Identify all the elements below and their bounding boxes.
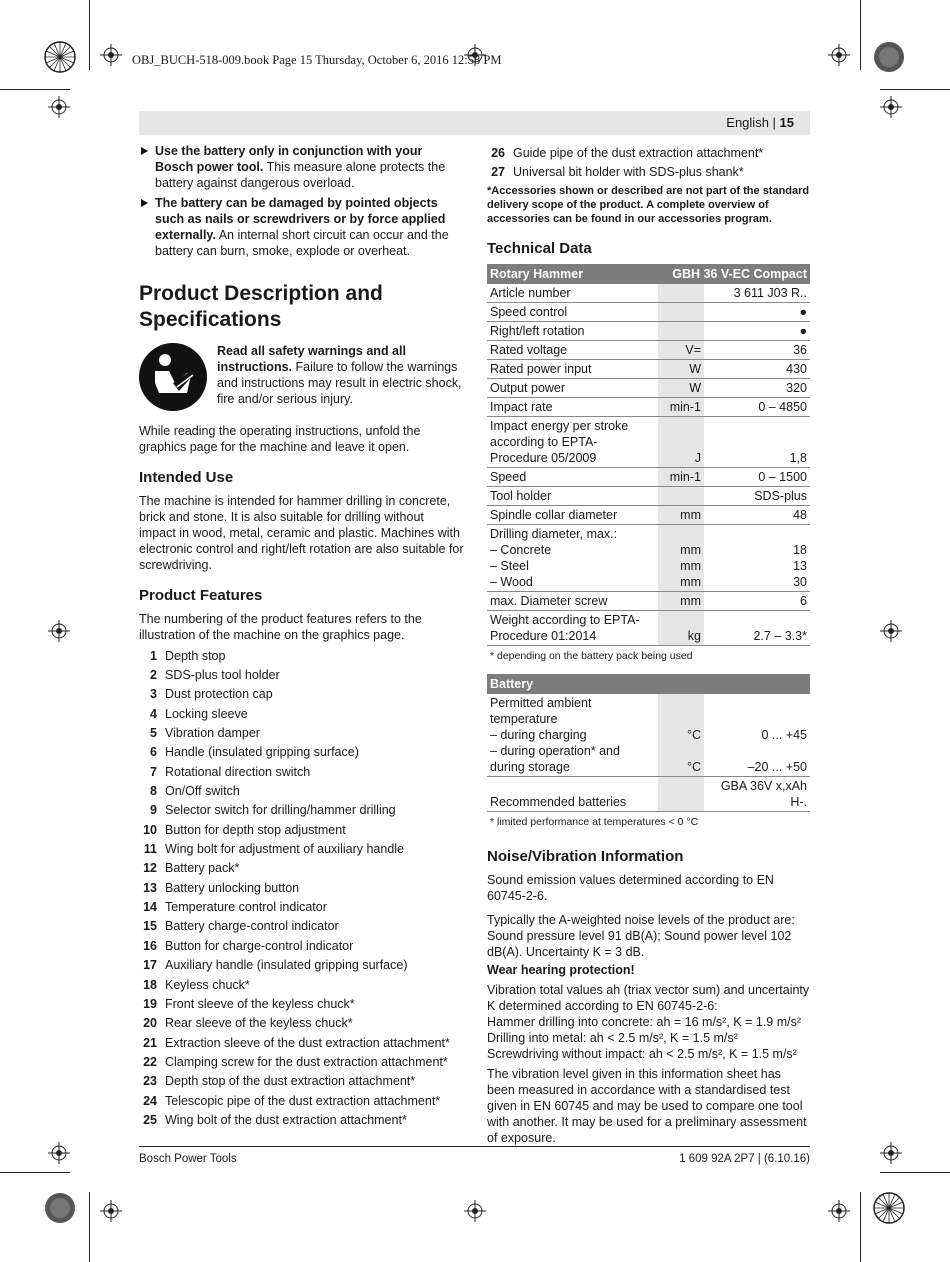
table-row [487,486,810,505]
feature-label: Button for charge-control indicator [165,938,354,953]
safety-bullet [139,195,464,259]
table-cell-label: Recommended batteries [487,776,658,811]
feature-label: Vibration damper [165,726,260,741]
table-cell-value: 320 [704,378,810,397]
table-cell-unit [658,284,704,303]
vibration-line: Screwdriving without impact: ah < 2.5 m/s², K = 1.5 m/s² [487,1046,797,1061]
feature-label: SDS-plus tool holder [165,668,280,683]
crop-mark [860,1192,861,1262]
noise-title: Noise/Vibration Information [487,847,684,865]
table-cell-value: 36 [704,340,810,359]
table-row [487,359,810,378]
feature-label: Selector switch for drilling/hammer drilling [165,803,396,818]
table-cell-value: 6 [704,591,810,610]
table-cell-value: SDS-plus [704,486,810,505]
table-cell-label: Speed control [487,302,658,321]
table-cell-unit: mm [658,591,704,610]
table-cell-unit: mm [658,505,704,524]
noise-p1: Sound emission values determined according to EN 60745-2-6. [487,872,774,903]
feature-number: 26 [491,145,505,160]
feature-item [139,704,464,723]
feature-number: 23 [143,1074,157,1089]
table-cell-unit: J [658,416,704,467]
bullet-triangle-icon [141,147,148,155]
feature-number: 7 [150,764,157,779]
feature-label: Clamping screw for the dust extraction attachment* [165,1054,448,1069]
feature-list [139,646,464,1130]
feature-item [139,1072,464,1091]
vibration-line: Drilling into metal: ah < 2.5 m/s², K = 1.5 m/s² [487,1030,738,1045]
table-cell-value: ● [704,302,810,321]
table-cell-unit [658,486,704,505]
feature-number: 20 [143,1016,157,1031]
table-header-right: GBH 36 V-EC Compact [658,264,810,284]
page-header: English | 15 [726,115,794,130]
crosshair-mark-icon [828,1200,850,1222]
table-row [487,302,810,321]
feature-item [139,781,464,800]
table-cell-value: ● [704,321,810,340]
feature-label: Auxiliary handle (insulated gripping surface) [165,958,408,973]
feature-label: Battery pack* [165,861,240,876]
table-cell-value: 18 13 30 [704,524,810,591]
feature-label: Front sleeve of the keyless chuck* [165,996,355,1011]
feature-item [139,646,464,665]
crosshair-mark-icon [100,44,122,66]
table-cell-label: Permitted ambient temperature – during charging – during operation* and during storage [487,694,658,777]
feature-label: Battery unlocking button [165,880,300,895]
warning-body: Failure to follow the warnings and instructions may result in electric shock, fire and/or serious injury. [217,360,462,406]
intended-use-title: Intended Use [139,469,234,486]
table-row [487,524,810,591]
feature-label: Battery charge-control indicator [165,919,339,934]
feature-label: Wing bolt for adjustment of auxiliary handle [165,842,405,857]
registration-rosette-icon [44,41,76,73]
feature-item [139,917,464,936]
feature-item [139,723,464,742]
feature-number: 16 [143,938,157,953]
feature-number: 22 [143,1054,157,1069]
table-cell-unit: W [658,359,704,378]
language-label: English [726,115,769,130]
table-cell-label: max. Diameter screw [487,591,658,610]
crop-mark [880,89,950,90]
crosshair-mark-icon [464,1200,486,1222]
crop-mark [0,89,70,90]
feature-number: 5 [150,726,157,741]
feature-number: 11 [143,842,157,857]
right-column [487,143,810,1154]
bullet-bold: The battery can be damaged by pointed objects such as nails or screwdrivers or by force applied externally. [155,196,446,242]
table-cell-label: Right/left rotation [487,321,658,340]
table-cell-label: Rated power input [487,359,658,378]
crosshair-mark-icon [48,1142,70,1164]
feature-number: 19 [143,996,157,1011]
warning-text [217,343,464,411]
table-cell-unit: min-1 [658,467,704,486]
table-cell-value: 2.7 – 3.3* [704,610,810,645]
feature-label: Rear sleeve of the keyless chuck* [165,1016,353,1031]
intended-use-text: The machine is intended for hammer drilling in concrete, brick and stone. It is also suitable for drilling without impact in wood, metal, ceramic and plastic. Machines with electronic control and right/left rotation are also suitable for screwdriving. [139,494,464,572]
bullet-text: An internal short circuit can occur and the battery can burn, smoke, explode or overheat. [155,228,449,258]
feature-number: 25 [143,1112,157,1127]
feature-number: 15 [143,919,157,934]
registration-rosette-icon [873,1192,905,1224]
section-title: Product Description and Specifications [139,282,383,331]
feature-number: 1 [150,648,157,663]
table-cell-value: 0 – 4850 [704,397,810,416]
table-cell-unit: W [658,378,704,397]
feature-item [139,897,464,916]
table-cell-unit: °C °C [658,694,704,777]
table-cell-value: 0 – 1500 [704,467,810,486]
feature-number: 27 [491,165,505,180]
feature-number: 2 [150,668,157,683]
feature-number: 8 [150,784,157,799]
feature-item [139,665,464,684]
feature-label: Temperature control indicator [165,900,327,915]
technical-data-title: Technical Data [487,239,592,257]
table-cell-value: 1,8 [704,416,810,467]
crop-mark [860,0,861,70]
feature-item [139,975,464,994]
table-row [487,397,810,416]
feature-label: Rotational direction switch [165,764,311,779]
feature-number: 6 [150,745,157,760]
feature-item [139,1091,464,1110]
bullet-bold: Use the battery only in conjunction with your Bosch power tool. [155,144,423,174]
feature-label: Dust protection cap [165,687,273,702]
vibration-intro: Vibration total values ah (triax vector sum) and uncertainty K determined according to EN 60745-2-6: [487,982,810,1013]
registration-rosette-icon [44,1192,76,1224]
crosshair-mark-icon [48,620,70,642]
crop-mark [89,0,90,70]
table-cell-label: Spindle collar diameter [487,505,658,524]
table-row [487,776,810,811]
crosshair-mark-icon [48,96,70,118]
feature-item [139,936,464,955]
table-row [487,694,810,777]
noise-p4: The vibration level given in this information sheet has been measured in accordance with a standardised test given in EN 60745 and may be used to compare one tool with another. It may be used for a preliminary assessment of exposure. [487,1066,807,1145]
table-cell-label: Rated voltage [487,340,658,359]
table-cell-value: GBA 36V x,xAh H-. [704,776,810,811]
feature-list [487,143,810,182]
footer-left: Bosch Power Tools [139,1153,237,1165]
footer-right: 1 609 92A 2P7 | (6.10.16) [679,1153,810,1165]
feature-item [139,859,464,878]
feature-number: 17 [143,958,157,973]
table-header-left: Rotary Hammer [487,264,658,284]
feature-number: 3 [150,687,157,702]
feature-item [139,1014,464,1033]
feature-label: Button for depth stop adjustment [165,822,346,837]
table-row [487,340,810,359]
table-row [487,610,810,645]
table-row [487,591,810,610]
safety-bullet [139,143,464,191]
feature-number: 9 [150,803,157,818]
crosshair-mark-icon [880,96,902,118]
table-cell-unit: min-1 [658,397,704,416]
table-cell-value: 48 [704,505,810,524]
table-cell-label: Article number [487,284,658,303]
left-column [139,143,464,1130]
table-row [487,505,810,524]
feature-item [487,143,810,162]
table-cell-unit: kg [658,610,704,645]
crosshair-mark-icon [880,1142,902,1164]
table-cell-unit [658,321,704,340]
table-row [487,321,810,340]
table-row [487,467,810,486]
bullet-text: This measure alone protects the battery against dangerous overload. [155,160,446,190]
feature-item [139,762,464,781]
feature-item [139,956,464,975]
accessories-note: *Accessories shown or described are not part of the standard delivery scope of the product. A complete overview of accessories can be found in our accessories program. [487,184,810,225]
table-cell-value: 3 611 J03 R.. [704,284,810,303]
feature-number: 4 [150,706,157,721]
table-row [487,378,810,397]
table-header-row [487,264,810,284]
registration-rosette-icon [873,41,905,73]
crop-mark [89,1192,90,1262]
feature-number: 24 [143,1093,157,1108]
feature-number: 12 [143,861,157,876]
feature-label: Handle (insulated gripping surface) [165,745,359,760]
crosshair-mark-icon [828,44,850,66]
table-cell-label: Weight according to EPTA-Procedure 01:2014 [487,610,658,645]
feature-label: Depth stop of the dust extraction attachment* [165,1074,416,1089]
feature-number: 14 [143,900,157,915]
crop-mark [880,1172,950,1173]
table-cell-label: Impact energy per stroke according to EPTA-Procedure 05/2009 [487,416,658,467]
crop-mark [0,1172,70,1173]
table-cell-label: Tool holder [487,486,658,505]
feature-label: Universal bit holder with SDS-plus shank* [513,165,744,180]
technical-data-table [487,264,810,646]
table-cell-unit: mm mm mm [658,524,704,591]
table-cell-label: Drilling diameter, max.: – Concrete – Steel – Wood [487,524,658,591]
table-cell-unit [658,302,704,321]
feature-label: Extraction sleeve of the dust extraction attachment* [165,1035,450,1050]
table-row [487,416,810,467]
table-cell-unit [658,776,704,811]
read-instructions-warning [139,343,464,411]
feature-number: 10 [143,822,157,837]
read-manual-icon [139,343,207,411]
technical-data-footnote: * depending on the battery pack being used [490,649,693,662]
feature-item [139,839,464,858]
battery-footnote: * limited performance at temperatures < 0 °C [490,815,699,828]
feature-item [139,1052,464,1071]
feature-item [139,994,464,1013]
feature-label: Guide pipe of the dust extraction attachment* [513,145,764,160]
crosshair-mark-icon [880,620,902,642]
feature-item [139,743,464,762]
product-features-intro: The numbering of the product features refers to the illustration of the machine on the graphics page. [139,612,422,642]
feature-label: Locking sleeve [165,706,248,721]
print-header: OBJ_BUCH-518-009.book Page 15 Thursday, October 6, 2016 12:58 PM [132,53,502,67]
table-cell-value: 430 [704,359,810,378]
warning-bold: Read all safety warnings and all instructions. [217,344,406,374]
noise-p2: Typically the A-weighted noise levels of the product are: Sound pressure level 91 dB(A); Sound power level 102 dB(A). Uncertainty K = 3 dB. [487,912,795,959]
table-cell-label: Speed [487,467,658,486]
feature-number: 21 [143,1035,157,1050]
battery-table [487,694,810,812]
table-cell-label: Impact rate [487,397,658,416]
feature-item [139,820,464,839]
feature-item [139,801,464,820]
bullet-triangle-icon [141,199,148,207]
product-features-title: Product Features [139,587,263,604]
table-cell-unit: V= [658,340,704,359]
feature-label: Depth stop [165,648,226,663]
feature-item [139,685,464,704]
feature-number: 13 [143,880,157,895]
page-number: 15 [779,115,794,130]
feature-item [139,878,464,897]
unfold-note: While reading the operating instructions, unfold the graphics page for the machine and leave it open. [139,424,421,454]
page-header-bar [139,111,810,135]
vibration-line: Hammer drilling into concrete: ah = 16 m/s², K = 1.9 m/s² [487,1014,802,1029]
table-row [487,284,810,303]
table-cell-value: 0 ... +45 –20 ... +50 [704,694,810,777]
feature-item [487,162,810,181]
feature-item [139,1033,464,1052]
crosshair-mark-icon [100,1200,122,1222]
feature-label: On/Off switch [165,784,240,799]
feature-label: Keyless chuck* [165,977,250,992]
page-footer [139,1146,810,1167]
battery-table-header: Battery [487,674,810,694]
feature-label: Wing bolt of the dust extraction attachment* [165,1112,407,1127]
feature-item [139,1110,464,1129]
feature-number: 18 [143,977,157,992]
wear-hearing-protection: Wear hearing protection! [487,962,635,977]
feature-label: Telescopic pipe of the dust extraction attachment* [165,1093,441,1108]
table-cell-label: Output power [487,378,658,397]
